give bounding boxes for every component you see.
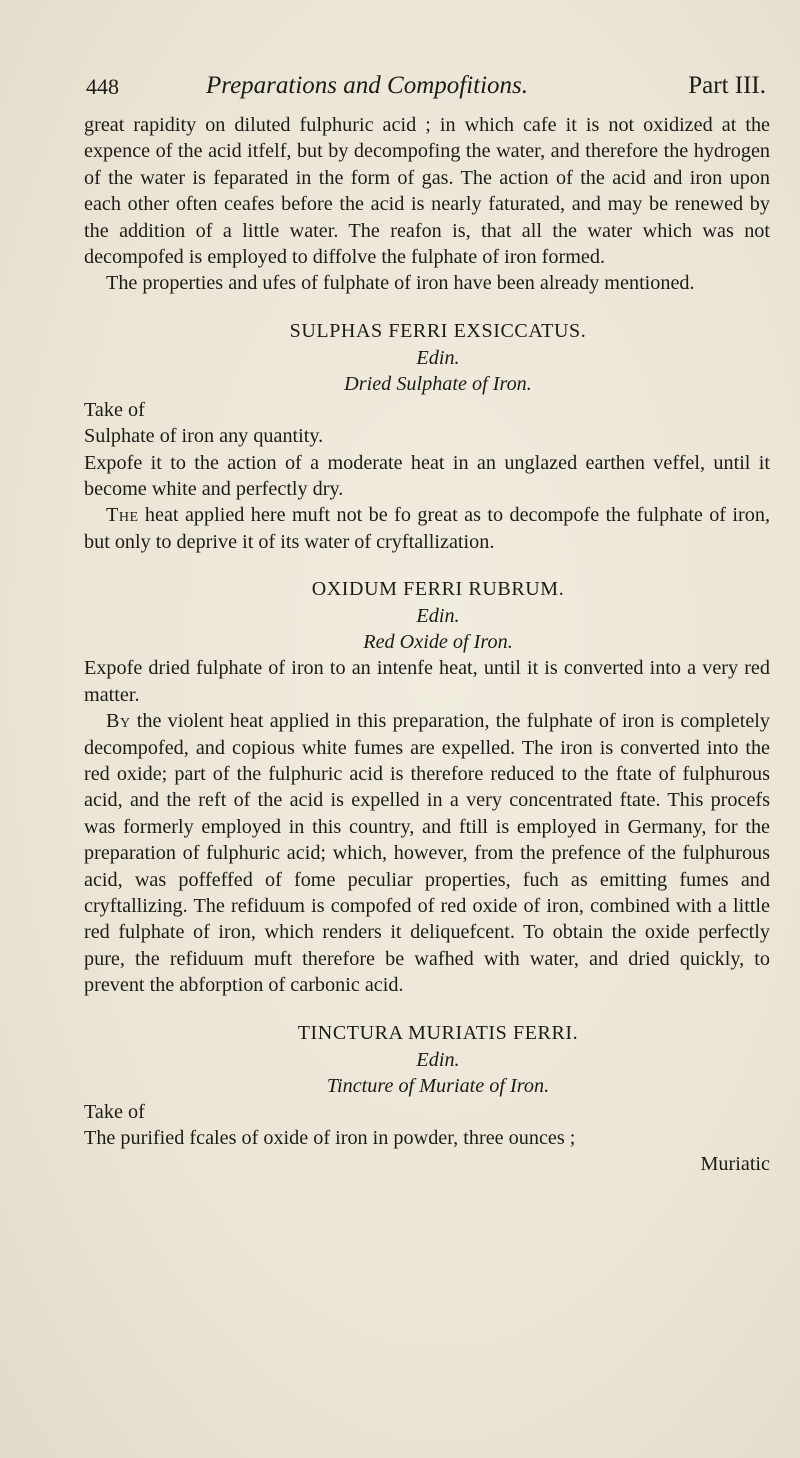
section-source: Edin.	[416, 605, 460, 628]
direction: Expofe it to the action of a moderate heat in an unglazed earthen veffel, until it become white and perfectly dry.	[84, 451, 770, 501]
note-lead: The	[106, 504, 139, 527]
part-label: Part III.	[688, 72, 766, 99]
section-oxidum-ferri	[84, 575, 770, 998]
section-sulphas-ferri	[84, 317, 770, 555]
paragraph-continued: great rapidity on diluted fulphuric acid ; in which cafe it is not oxidized at the expence of the acid itfelf, but by decompofing the water, and therefore the hydrogen of the water is feparated in the form of gas. The action of the acid and iron upon each other often ceafes before the acid is nearly faturated, and may be renewed by the addition of a little water. The reafon is, that all the water which was not decompofed is employed to diffolve the fulphate of iron formed.	[84, 114, 770, 269]
section-source: Edin.	[416, 1048, 460, 1071]
paragraph: The properties and ufes of fulphate of iron have been already mentioned.	[106, 272, 695, 295]
note-paragraph	[84, 502, 770, 555]
section-english-title: Dried Sulphate of Iron.	[344, 372, 532, 395]
running-title: Preparations and Compofitions.	[206, 72, 529, 99]
catchword: Muriatic	[700, 1153, 770, 1176]
note-lead: By	[106, 710, 131, 733]
ingredient: Sulphate of iron any quantity.	[84, 425, 324, 448]
take-of-label: Take of	[84, 1100, 145, 1123]
section-source: Edin.	[416, 346, 460, 369]
ingredient: The purified fcales of oxide of iron in powder, three ounces ;	[84, 1126, 576, 1149]
direction: Expofe dried fulphate of iron to an intenfe heat, until it is converted into a very red matter.	[84, 657, 770, 706]
note-text: heat applied here muft not be fo great as to decompofe the fulphate of iron, but only to deprive it of its water of cryftallization.	[84, 504, 771, 553]
take-of-label: Take of	[84, 398, 145, 421]
section-tinctura-muriatis	[84, 1019, 770, 1152]
section-title: TINCTURA MURIATIS FERRI.	[297, 1021, 579, 1044]
section-title: OXIDUM FERRI RUBRUM.	[311, 578, 565, 601]
section-title: SULPHAS FERRI EXSICCATUS.	[289, 319, 587, 342]
note-text: the violent heat applied in this preparation, the fulphate of iron is completely decompofed, and copious white fumes are expelled. The iron is converted into the red oxide; part of the fulphuric acid is therefore reduced to the ftate of fulphurous acid, and the reft of the acid is expelled in a very concentrated ftate. This procefs was formerly employed in this country, and ftill is employed in Germany, for the preparation of fulphuric acid; which, however, from the prefence of the fulphurous acid, was poffeffed of fome peculiar properties, fuch as emitting fumes and cryftallizing. The refiduum is compofed of red oxide of iron, combined with a little red fulphate of iron, which renders it deliquefcent. To obtain the oxide perfectly pure, the refiduum muft therefore be wafhed with water, and dried quickly, to prevent the abforption of carbonic acid.	[84, 710, 771, 997]
note-paragraph	[84, 708, 770, 998]
section-english-title: Red Oxide of Iron.	[363, 631, 513, 654]
page-number: 448	[86, 74, 119, 99]
page-header	[86, 68, 766, 108]
page-body	[84, 112, 770, 1177]
section-english-title: Tincture of Muriate of Iron.	[326, 1074, 550, 1097]
